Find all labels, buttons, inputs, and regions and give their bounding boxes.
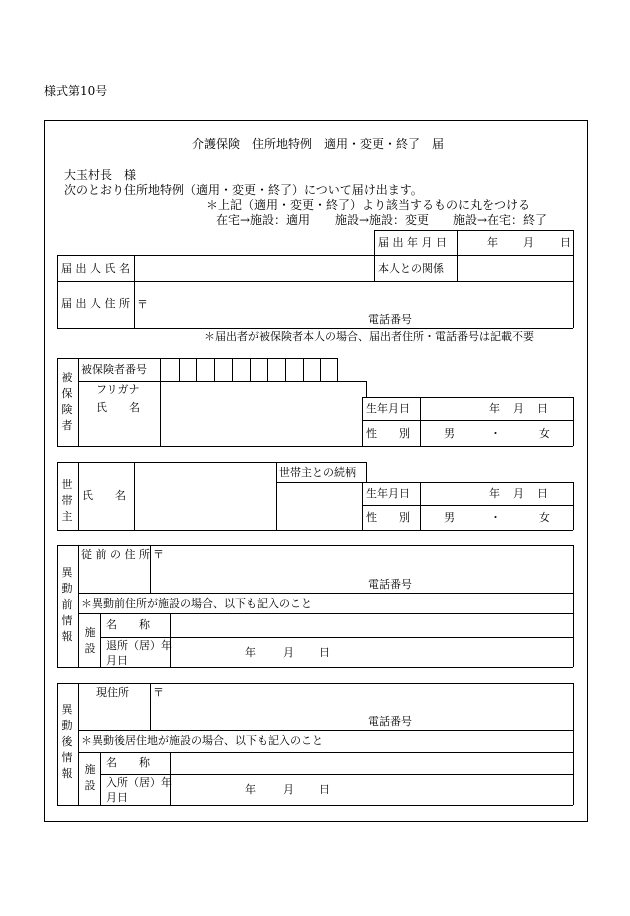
after-facility-name-field[interactable] xyxy=(170,752,573,774)
applicant-name-label: 届 出 人 氏 名 xyxy=(61,262,130,275)
intro-text: 次のとおり住所地特例（適用・変更・終了）について届け出ます。 xyxy=(64,183,423,197)
applicant-note: ＊届出者が被保険者本人の場合、届出者住所・電話番号は記載不要 xyxy=(204,330,534,343)
household-name-field[interactable] xyxy=(134,462,276,530)
after-entry-date-label-2: 月日 xyxy=(106,791,128,804)
before-facility-label: 施設 xyxy=(84,626,96,655)
submission-month-unit: 月 xyxy=(523,236,534,249)
applicant-address-field[interactable] xyxy=(134,281,573,328)
after-postal-mark: 〒 xyxy=(153,686,164,699)
before-exit-date-label: 退所（居）年 xyxy=(106,639,172,652)
after-facility-note: ＊異動後居住地が施設の場合、以下も記入のこと xyxy=(81,734,323,747)
postal-mark: 〒 xyxy=(137,298,148,311)
insured-name-label: 氏 名 xyxy=(96,401,140,414)
after-facility-name-label: 名 称 xyxy=(106,756,150,769)
legend-applied: 在宅→施設：適用 xyxy=(216,213,311,227)
household-relation-field[interactable] xyxy=(276,482,362,530)
furigana-label: フリガナ xyxy=(96,383,140,396)
insured-year-unit: 年 xyxy=(489,402,500,415)
after-day-unit: 日 xyxy=(319,783,330,796)
insured-month-unit: 月 xyxy=(513,402,524,415)
before-year-unit: 年 xyxy=(245,646,256,659)
insured-gender-label: 性 別 xyxy=(366,427,410,440)
household-month-unit: 月 xyxy=(513,487,524,500)
household-male-option[interactable]: 男 xyxy=(444,511,455,524)
before-side-label: 異動前情報 xyxy=(61,566,73,643)
before-facility-name-field[interactable] xyxy=(170,613,573,637)
submission-date-field[interactable] xyxy=(457,230,573,255)
insured-male-option[interactable]: 男 xyxy=(444,427,455,440)
circle-note: ＊上記（適用・変更・終了）より該当するものに丸をつける xyxy=(206,198,531,212)
applicant-phone-label: 電話番号 xyxy=(368,313,412,326)
relation-label: 本人との関係 xyxy=(378,262,444,275)
furigana-field[interactable] xyxy=(160,381,366,397)
before-facility-note: ＊異動前住所が施設の場合、以下も記入のこと xyxy=(81,597,312,610)
applicant-address-label: 届 出 人 住 所 xyxy=(61,297,130,310)
household-gender-label: 性 別 xyxy=(366,511,410,524)
before-address-field[interactable] xyxy=(150,545,573,593)
household-birth-label: 生年月日 xyxy=(366,487,410,500)
submission-day-unit: 日 xyxy=(560,236,571,249)
addressee: 大玉村長 様 xyxy=(64,168,137,182)
before-exit-date-field[interactable] xyxy=(170,637,573,667)
before-postal-mark: 〒 xyxy=(153,548,164,561)
form-number: 様式第10号 xyxy=(44,84,108,98)
submission-year-unit: 年 xyxy=(487,236,498,249)
insured-number-label: 被保険者番号 xyxy=(81,363,147,376)
insured-side-label: 被保険者 xyxy=(61,371,73,432)
insured-number-field[interactable] xyxy=(160,358,337,381)
after-month-unit: 月 xyxy=(283,783,294,796)
legend-changed: 施設→施設：変更 xyxy=(335,213,430,227)
before-month-unit: 月 xyxy=(283,646,294,659)
household-female-option[interactable]: 女 xyxy=(539,511,550,524)
after-facility-label: 施設 xyxy=(84,763,96,792)
household-year-unit: 年 xyxy=(489,487,500,500)
after-entry-date-label: 入所（居）年 xyxy=(106,776,172,789)
after-phone-label: 電話番号 xyxy=(368,715,412,728)
after-side-label: 異動後情報 xyxy=(61,703,73,780)
form-title: 介護保険 住所地特例 適用・変更・終了 届 xyxy=(192,137,445,151)
legend-ended: 施設→在宅：終了 xyxy=(453,213,548,227)
before-facility-name-label: 名 称 xyxy=(106,618,150,631)
household-day-unit: 日 xyxy=(537,487,548,500)
before-day-unit: 日 xyxy=(319,646,330,659)
before-phone-label: 電話番号 xyxy=(368,578,412,591)
household-relation-label: 世帯主との続柄 xyxy=(279,466,356,479)
before-exit-date-label-2: 月日 xyxy=(106,654,128,667)
relation-field[interactable] xyxy=(457,255,573,281)
insured-day-unit: 日 xyxy=(537,402,548,415)
insured-birth-label: 生年月日 xyxy=(366,402,410,415)
submission-date-label: 届 出 年 月 日 xyxy=(378,236,447,249)
before-address-label: 従 前 の 住 所 xyxy=(81,548,150,561)
insured-name-field[interactable] xyxy=(160,397,362,446)
insured-gender-separator: ・ xyxy=(490,427,501,440)
household-name-label: 氏 名 xyxy=(82,489,126,502)
after-address-field[interactable] xyxy=(150,683,573,730)
after-address-label: 現住所 xyxy=(96,686,129,699)
insured-female-option[interactable]: 女 xyxy=(539,427,550,440)
after-year-unit: 年 xyxy=(245,783,256,796)
after-entry-date-field[interactable] xyxy=(170,774,573,805)
applicant-name-field[interactable] xyxy=(134,255,374,281)
household-side-label: 世帯主 xyxy=(61,478,73,523)
household-gender-separator: ・ xyxy=(490,511,501,524)
